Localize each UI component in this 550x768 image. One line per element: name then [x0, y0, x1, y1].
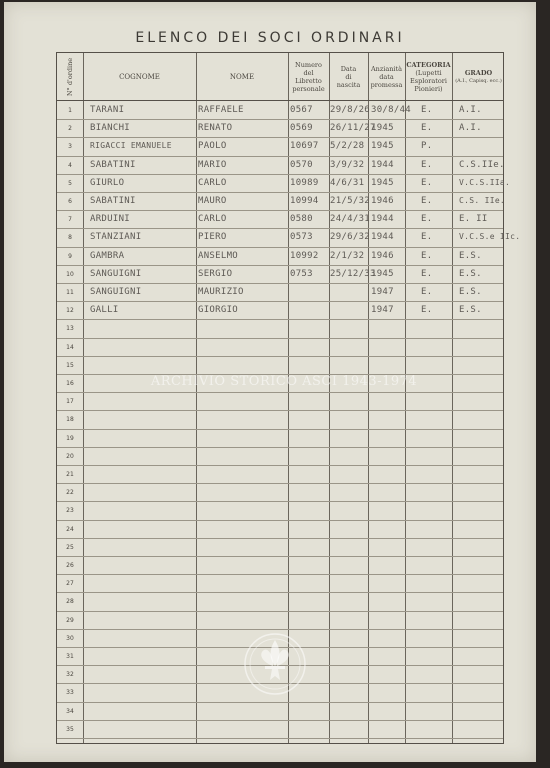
table-cell-anzianita: 1944: [371, 232, 394, 243]
table-cell-libretto: 0753: [290, 268, 313, 279]
table-cell-categoria: E.: [421, 214, 433, 225]
table-cell-anzianita: 1945: [371, 177, 394, 188]
row-number: 16: [66, 380, 74, 387]
table-cell-grado: E.S.: [459, 287, 482, 297]
row-number: 26: [66, 562, 74, 569]
table-cell-categoria: E.: [421, 177, 433, 188]
table-cell-nome: GIORGIO: [198, 305, 239, 316]
row-number: 31: [66, 653, 74, 660]
header-grado-sub: (A.I., Capisq. ecc.): [455, 78, 502, 84]
header-cognome: COGNOME: [119, 73, 160, 81]
table-cell-nome: RENATO: [198, 123, 233, 134]
table-cell-nascita: 29/8/26: [330, 105, 371, 115]
table-cell-nascita: 5/2/28: [330, 141, 365, 152]
row-rule: [57, 338, 503, 339]
row-number: 24: [66, 525, 74, 533]
table-cell-cognome: STANZIANI: [90, 232, 142, 243]
row-rule: [57, 156, 503, 157]
row-rule: [57, 247, 503, 248]
table-cell-categoria: E.: [421, 105, 433, 115]
row-number: 1: [68, 107, 72, 114]
table-cell-categoria: E.: [421, 268, 433, 279]
table-cell-anzianita: 30/8/44: [371, 105, 412, 115]
row-number: 32: [66, 671, 74, 679]
table-cell-anzianita: 1945: [371, 268, 394, 279]
table-cell-cognome: SANGUIGNI: [90, 287, 142, 297]
table-cell-nome: SERGIO: [198, 268, 233, 279]
row-number: 5: [68, 179, 72, 187]
row-rule: [57, 538, 503, 539]
table-cell-nascita: 29/6/32: [330, 232, 371, 243]
row-rule: [57, 392, 503, 393]
row-rule: [57, 520, 503, 521]
table-cell-nome: PAOLO: [198, 141, 227, 152]
header-divider: [57, 100, 503, 101]
header-categoria: [405, 55, 452, 99]
table-cell-cognome: GAMBRA: [90, 250, 125, 261]
table-cell-libretto: 0573: [290, 232, 313, 243]
table-cell-cognome: GIURLO: [90, 177, 125, 188]
table-cell-grado: V.C.S.e IIc.: [459, 232, 521, 242]
row-number: 19: [66, 434, 74, 442]
archive-watermark: ARCHIVIO STORICO ASCI 1943-1974: [150, 374, 418, 389]
table-cell-anzianita: 1945: [371, 141, 394, 152]
table-cell-cognome: BIANCHI: [90, 123, 131, 134]
row-number: 25: [66, 543, 74, 551]
row-number: 3: [68, 143, 72, 151]
header-categoria-sub: (Lupetti Esploratori Pionieri): [410, 69, 447, 93]
table-cell-libretto: 0570: [290, 159, 313, 170]
table-cell-libretto: 0580: [290, 214, 313, 225]
table-cell-nome: PIERO: [198, 232, 227, 243]
table-cell-anzianita: 1945: [371, 123, 394, 134]
row-number: 20: [66, 452, 74, 460]
row-rule: [57, 483, 503, 484]
table-cell-nascita: 3/9/32: [330, 159, 365, 170]
header-nome: NOME: [229, 73, 255, 81]
table-cell-categoria: E.: [421, 250, 433, 261]
header-libretto: Numero del Libretto personale: [292, 61, 325, 93]
table-cell-anzianita: 1947: [371, 305, 394, 316]
table-cell-anzianita: 1944: [371, 214, 394, 225]
row-number: 7: [68, 216, 72, 224]
document-title: ELENCO DEI SOCI ORDINARI: [135, 30, 405, 46]
table-cell-nome: CARLO: [198, 214, 227, 225]
row-rule: [57, 192, 503, 193]
table-cell-libretto: 0567: [290, 105, 313, 115]
table-cell-cognome: SANGUIGNI: [90, 268, 142, 279]
row-number: 33: [66, 689, 74, 697]
row-rule: [57, 228, 503, 229]
row-rule: [57, 265, 503, 266]
row-number: 17: [66, 398, 74, 406]
row-number: 14: [66, 343, 74, 351]
row-rule: [57, 720, 503, 721]
table-cell-grado: A.I.: [459, 123, 482, 134]
table-cell-libretto: 10992: [290, 250, 319, 261]
table-cell-nascita: 2/1/32: [330, 250, 365, 261]
row-number: 10: [66, 270, 74, 278]
row-rule: [57, 592, 503, 593]
row-rule: [57, 611, 503, 612]
header-number: N° d'ordine: [66, 57, 74, 97]
header-anzianita: Anzianità data promessa: [370, 65, 403, 89]
table-cell-nascita: 24/4/31: [330, 214, 371, 225]
table-cell-libretto: 0569: [290, 123, 313, 134]
row-number: 15: [66, 361, 74, 369]
row-number: 28: [66, 598, 74, 606]
table-cell-categoria: E.: [421, 123, 433, 134]
table-cell-cognome: TARANI: [90, 105, 125, 115]
document-sheet: [4, 2, 536, 762]
row-rule: [57, 410, 503, 411]
table-cell-cognome: GALLI: [90, 305, 119, 316]
row-rule: [57, 702, 503, 703]
row-number: 11: [66, 289, 74, 296]
table-cell-categoria: E.: [421, 232, 433, 243]
header-categoria-title: CATEGORIA: [406, 61, 451, 69]
row-rule: [57, 429, 503, 430]
header-grado-title: GRADO: [464, 69, 493, 77]
table-cell-grado: E.S.: [459, 305, 482, 316]
header-nascita: Data di nascita: [336, 65, 361, 89]
table-cell-anzianita: 1947: [371, 287, 394, 297]
table-cell-categoria: E.: [421, 287, 433, 297]
row-rule: [57, 119, 503, 120]
row-number: 18: [66, 416, 74, 424]
row-number: 27: [66, 580, 74, 588]
table-cell-nascita: 4/6/31: [330, 177, 365, 188]
row-rule: [57, 501, 503, 502]
table-cell-categoria: E.: [421, 305, 433, 316]
table-cell-categoria: E.: [421, 159, 433, 170]
row-number: 6: [68, 198, 72, 205]
table-cell-libretto: 10994: [290, 196, 319, 206]
row-rule: [57, 574, 503, 575]
row-rule: [57, 174, 503, 175]
table-cell-libretto: 10697: [290, 141, 319, 152]
row-rule: [57, 301, 503, 302]
row-number: 9: [68, 252, 72, 260]
table-cell-nascita: 21/5/32: [330, 196, 371, 206]
table-cell-categoria: E.: [421, 196, 433, 206]
table-cell-nascita: 26/11/27: [330, 123, 376, 134]
row-number: 21: [66, 471, 74, 478]
row-rule: [57, 556, 503, 557]
row-rule: [57, 137, 503, 138]
table-cell-nome: CARLO: [198, 177, 227, 188]
row-rule: [57, 319, 503, 320]
table-cell-nome: RAFFAELE: [198, 105, 244, 115]
row-number: 12: [66, 307, 74, 315]
table-cell-nome: MAURIZIO: [198, 287, 244, 297]
table-cell-nascita: 25/12/33: [330, 268, 376, 279]
row-number: 23: [66, 507, 74, 515]
row-rule: [57, 283, 503, 284]
table-cell-grado: E.S.: [459, 250, 482, 261]
table-cell-anzianita: 1944: [371, 159, 394, 170]
table-cell-grado: V.C.S.IIa.: [459, 177, 511, 187]
row-rule: [57, 374, 503, 375]
table-cell-cognome: RIGACCI EMANUELE: [90, 141, 172, 151]
row-number: 22: [66, 489, 74, 497]
table-cell-nome: ANSELMO: [198, 250, 239, 261]
row-rule: [57, 210, 503, 211]
row-number: 13: [66, 325, 74, 333]
row-number: 30: [66, 634, 74, 642]
row-number: 34: [66, 707, 74, 715]
table-cell-anzianita: 1946: [371, 196, 394, 206]
table-cell-grado: C.S. IIe.: [459, 196, 506, 205]
row-number: 8: [68, 234, 72, 242]
fleur-de-lis-stamp-icon: [242, 628, 308, 700]
table-cell-nome: MAURO: [198, 196, 227, 206]
row-number: 2: [68, 125, 72, 133]
table-cell-anzianita: 1946: [371, 250, 394, 261]
table-cell-grado: C.S.IIe.: [459, 159, 505, 170]
table-cell-cognome: ARDUINI: [90, 214, 131, 225]
header-grado: [452, 55, 505, 99]
row-rule: [57, 738, 503, 739]
row-rule: [57, 447, 503, 448]
table-cell-categoria: P.: [421, 141, 433, 152]
table-cell-grado: E. II: [459, 214, 488, 225]
table-cell-grado: A.I.: [459, 105, 482, 115]
table-cell-libretto: 10989: [290, 177, 319, 188]
row-rule: [57, 356, 503, 357]
table-cell-cognome: SABATINI: [90, 159, 136, 170]
table-cell-nome: MARIO: [198, 159, 227, 170]
table-cell-grado: E.S.: [459, 268, 482, 279]
row-number: 29: [66, 616, 74, 624]
table-cell-cognome: SABATINI: [90, 196, 136, 206]
row-number: 4: [68, 161, 72, 169]
row-number: 35: [66, 725, 74, 733]
row-rule: [57, 465, 503, 466]
